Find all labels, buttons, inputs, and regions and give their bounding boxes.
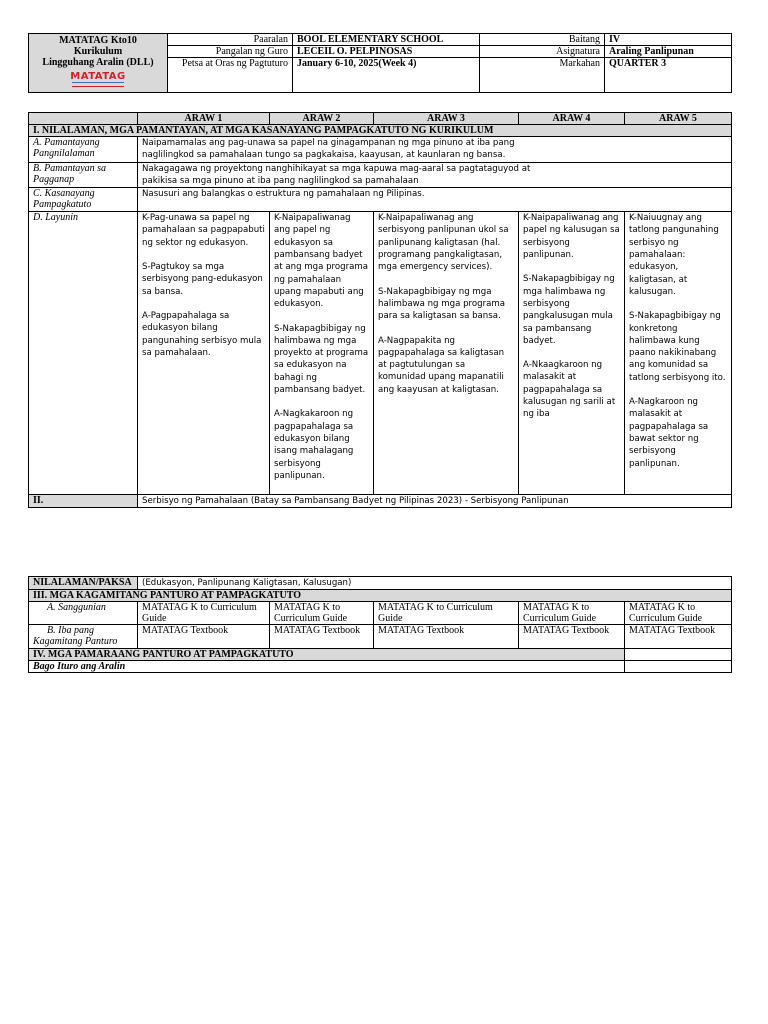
layunin-araw-2-a: A-Nagkakaroon ng pagpapahalaga sa edukasyon bilang isang mahalagang serbisyong panlipunan.: [274, 409, 354, 481]
pamantayang-pangnilalaman-label: A. Pamantayang Pangnilalaman: [29, 137, 138, 163]
sanggunian-label-text: A. Sanggunian: [47, 602, 106, 614]
iba-araw-4: MATATAG Textbook: [519, 625, 625, 649]
layunin-araw-3-k: K-Naipapaliwanag ang serbisyong panlipunan ukol sa panlipunang kaligtasan (hal. programang pangkaligtasan, mga emergency services).: [378, 213, 509, 273]
day-header-5: ARAW 5: [625, 113, 732, 125]
sanggunian-araw-3: MATATAG K to Curriculum Guide: [374, 602, 519, 625]
layunin-araw-5-s: S-Nakapagbibigay ng konkretong halimbawa kung paano nakikinabang ang komunidad sa tatlong serbisyong ito.: [629, 311, 726, 383]
logo-title-line-3: Lingguhang Aralin (DLL): [42, 57, 154, 68]
day-header-2: ARAW 2: [270, 113, 374, 125]
markahan-value: QUARTER 3: [605, 58, 732, 93]
pamantayang-pangnilalaman-text: Naipamamalas ang pag-unawa sa papel na ginagampanan ng mga pinuno at iba pang naglilingkod sa pamahalaan tungo sa pagkakaisa, kaayusan, at kaunlaran ng bansa.: [138, 137, 732, 163]
layunin-araw-1-k: K-Pag-unawa sa papel ng pamahalaan sa pagpapabuti ng sektor ng edukasyon.: [142, 213, 265, 248]
dll-logo-block: [29, 34, 168, 93]
petsa-label: Petsa at Oras ng Pagtuturo: [168, 58, 293, 93]
logo-title-line-2: Kurikulum: [73, 46, 123, 57]
markahan-label: Markahan: [480, 58, 605, 93]
paaralan-value: BOOL ELEMENTARY SCHOOL: [293, 34, 480, 46]
paaralan-label: Paaralan: [168, 34, 293, 46]
layunin-araw-5-a: A-Nagkaroon ng malasakit at pagpapahalaga sa bawat sektor ng serbisyong panlipunan.: [629, 397, 709, 469]
materials-table: [28, 576, 732, 673]
matatag-logo: MATATAG: [70, 71, 126, 82]
layunin-araw-2: [270, 212, 374, 495]
layunin-araw-5: [625, 212, 732, 495]
layunin-label: D. Layunin: [29, 212, 138, 495]
section-2-label: II.: [29, 495, 138, 508]
kasanayang-pampagkatuto-label: C. Kasanayang Pampagkatuto: [29, 188, 138, 212]
layunin-araw-4-k: K-Naipapaliwanag ang papel ng kalusugan sa serbisyong panlipunan.: [523, 213, 620, 261]
layunin-araw-5-k: K-Naiuugnay ang tatlong pangunahing serbisyo ng pamahalaan: edukasyon, kaligtasan, at kalusugan.: [629, 213, 719, 297]
section-1-title: I. NILALAMAN, MGA PAMANTAYAN, AT MGA KASANAYANG PAMPAGKATUTO NG KURIKULUM: [29, 125, 732, 137]
layunin-araw-2-s: S-Nakapagbibigay ng halimbawa ng mga proyekto at programa sa edukasyon na bahagi ng pambansang badyet.: [274, 323, 369, 396]
layunin-araw-3-a: A-Nagpapakita ng pagpapahalaga sa kaligtasan at pagtutulungan sa komunidad upang mapanatili ang kaayusan at kaligtasan.: [378, 335, 505, 395]
layunin-araw-4: [519, 212, 625, 495]
layunin-araw-1-a: A-Pagpapahalaga sa edukasyon bilang pangunahing serbisyo mula sa pamahalaan.: [142, 310, 262, 358]
sanggunian-araw-1: MATATAG K to Curriculum Guide: [138, 602, 270, 625]
baitang-value: IV: [605, 34, 732, 46]
sanggunian-araw-5: MATATAG K to Curriculum Guide: [625, 602, 732, 625]
iba-pang-kagamitan-label-text: B. Iba pang Kagamitang Panturo: [33, 625, 118, 648]
sanggunian-araw-4: MATATAG K to Curriculum Guide: [519, 602, 625, 625]
day-header-3: ARAW 3: [374, 113, 519, 125]
kasanayang-pampagkatuto-text: Nasusuri ang balangkas o estruktura ng pamahalaan ng Pilipinas.: [138, 188, 732, 212]
iba-pang-kagamitan-label: [29, 625, 138, 649]
days-header-empty: [29, 113, 138, 125]
section-2-text: Serbisyo ng Pamahalaan (Batay sa Pambansang Badyet ng Pilipinas 2023) - Serbisyong Panlipunan: [138, 495, 732, 508]
iba-araw-1: MATATAG Textbook: [138, 625, 270, 649]
pamantayan-sa-pagganap-label: B. Pamantayan sa Pagganap: [29, 162, 138, 188]
bago-ituro-label: Bago Ituro ang Aralin: [29, 661, 625, 673]
day-header-1: ARAW 1: [138, 113, 270, 125]
layunin-araw-4-s: S-Nakapagbibigay ng mga halimbawa ng serbisyong pangkalusugan mula sa pambansang badyet.: [523, 274, 615, 346]
section-3-title: III. MGA KAGAMITANG PANTURO AT PAMPAGKATUTO: [29, 590, 732, 602]
bago-ituro-empty-cell: [625, 661, 732, 673]
guro-label: Pangalan ng Guro: [168, 46, 293, 58]
sanggunian-araw-2: MATATAG K to Curriculum Guide: [270, 602, 374, 625]
layunin-araw-3: [374, 212, 519, 495]
layunin-araw-3-s: S-Nakapagbibigay ng mga halimbawa ng mga programa para sa kaligtasan sa bansa.: [378, 286, 506, 322]
layunin-araw-4-a: A-Nkaagkaroon ng malasakit at pagpapahalaga sa kalusugan ng sarili at ng iba: [523, 360, 616, 420]
layunin-araw-2-k: K-Naipapaliwanag ang papel ng edukasyon sa pambansang badyet at ang mga programa ng pamahalaan upang mapabuti ang edukasyon.: [274, 213, 369, 310]
matatag-logo-underline: [72, 82, 124, 87]
guro-value: LECEIL O. PELPINOSAS: [293, 46, 480, 58]
petsa-value: January 6-10, 2025(Week 4): [293, 58, 480, 93]
layunin-araw-1: [138, 212, 270, 495]
header-table: [28, 33, 732, 93]
nilalaman-label: NILALAMAN/PAKSA: [29, 577, 138, 590]
section-4-title: IV. MGA PAMARAANG PANTURO AT PAMPAGKATUTO: [29, 649, 625, 661]
pamantayan-sa-pagganap-text: Nakagagawa ng proyektong nanghihikayat sa mga kapuwa mag-aaral sa pagtataguyod at pakikisa sa mga pinuno at iba pang naglilingkod sa pamahalaan: [138, 162, 732, 188]
asignatura-value: Araling Panlipunan: [605, 46, 732, 58]
section-4-empty-cell: [625, 649, 732, 661]
iba-araw-5: MATATAG Textbook: [625, 625, 732, 649]
layunin-araw-1-s: S-Pagtukoy sa mga serbisyong pang-edukasyon sa bansa.: [142, 262, 263, 297]
iba-araw-2: MATATAG Textbook: [270, 625, 374, 649]
logo-title-line-1: MATATAG Kto10: [59, 35, 137, 46]
nilalaman-text: (Edukasyon, Panlipunang Kaligtasan, Kalusugan): [138, 577, 732, 590]
iba-araw-3: MATATAG Textbook: [374, 625, 519, 649]
asignatura-label: Asignatura: [480, 46, 605, 58]
day-header-4: ARAW 4: [519, 113, 625, 125]
main-lesson-table: [28, 112, 732, 508]
sanggunian-label: [29, 602, 138, 625]
baitang-label: Baitang: [480, 34, 605, 46]
